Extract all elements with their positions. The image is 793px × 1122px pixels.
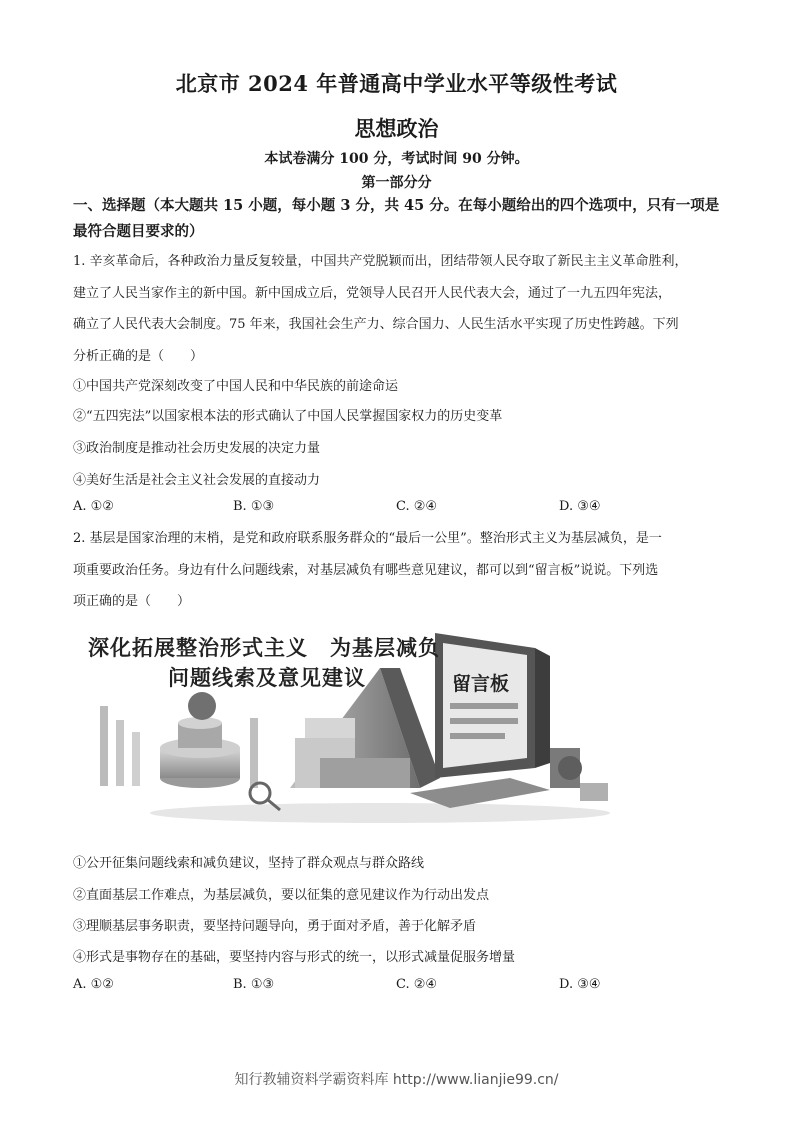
- q2-statement-3: ③理顺基层事务职责，要坚持问题导向，勇于面对矛盾，善于化解矛盾: [73, 919, 477, 934]
- q2-statement-4: ④形式是事物存在的基础，要坚持内容与形式的统一，以形式减量促服务增量: [73, 950, 516, 965]
- question-1-line: 1. 辛亥革命后，各种政治力量反复较量，中国共产党脱颖而出，团结带领人民夺取了新民主主义革命胜利，: [73, 254, 688, 269]
- message-board-illustration: [80, 628, 620, 828]
- subject-title: 思想政治: [354, 116, 439, 141]
- question-2-stem: [73, 523, 723, 618]
- footer-watermark: 知行教辅资料学霸资料库 http://www.lianjie99.cn/: [234, 1072, 559, 1088]
- q1-choice-a: A. ①②: [73, 499, 114, 514]
- q1-statement-1: ①中国共产党深刻改变了中国人民和中华民族的前途命运: [73, 379, 399, 394]
- q2-choice-b: B. ①③: [233, 977, 275, 992]
- exam-title: 北京市 2024 年普通高中学业水平等级性考试: [175, 71, 618, 96]
- question-2-line: 项重要政治任务。身边有什么问题线索，对基层减负有哪些意见建议，都可以到“留言板”说说。下列选: [73, 562, 659, 578]
- q1-choice-b: B. ①③: [233, 499, 275, 514]
- q1-statement-3: ③政治制度是推动社会历史发展的决定力量: [73, 441, 321, 456]
- q2-choice-a: A. ①②: [73, 977, 114, 992]
- question-1-line: 分析正确的是（ ）: [73, 348, 204, 364]
- q1-choice-c: C. ②④: [396, 499, 438, 514]
- q2-choice-d: D. ③④: [559, 977, 601, 992]
- q2-statement-2: ②直面基层工作难点，为基层减负，要以征集的意见建议作为行动出发点: [73, 888, 490, 903]
- question-2-line: 2. 基层是国家治理的末梢，是党和政府联系服务群众的“最后一公里”。整治形式主义为基层减负，是一: [73, 531, 662, 546]
- q2-choice-c: C. ②④: [396, 977, 438, 992]
- q1-statement-4: ④美好生活是社会主义社会发展的直接动力: [73, 473, 321, 488]
- q2-statement-1: ①公开征集问题线索和减负建议，坚持了群众观点与群众路线: [73, 856, 425, 871]
- part-heading: 第一部分分: [361, 175, 432, 191]
- illustration-title-line-2: 问题线索及意见建议: [168, 666, 366, 690]
- question-1-stem: [73, 246, 723, 372]
- illustration-title-line-1: 深化拓展整治形式主义 为基层减负: [88, 636, 440, 660]
- question-1-line: 建立了人民当家作主的新中国。新中国成立后，党领导人民召开人民代表大会，通过了一九五四年宪法，: [73, 285, 672, 301]
- board-label: 留言板: [452, 673, 510, 695]
- exam-note: 本试卷满分 100 分，考试时间 90 分钟。: [264, 151, 529, 167]
- question-2-line: 项正确的是（ ）: [73, 594, 191, 609]
- question-1-line: 确立了人民代表大会制度。75 年来，我国社会生产力、综合国力、人民生活水平实现了历史性跨越。下列: [73, 317, 679, 332]
- q1-statement-2: ②“五四宪法”以国家根本法的形式确认了中国人民掌握国家权力的历史变革: [73, 409, 503, 424]
- q1-choice-d: D. ③④: [559, 499, 601, 514]
- section-heading: 一、选择题（本大题共 15 小题，每小题 3 分，共 45 分。在每小题给出的四个选项中，只有一项是最符合题目要求的）: [73, 197, 720, 240]
